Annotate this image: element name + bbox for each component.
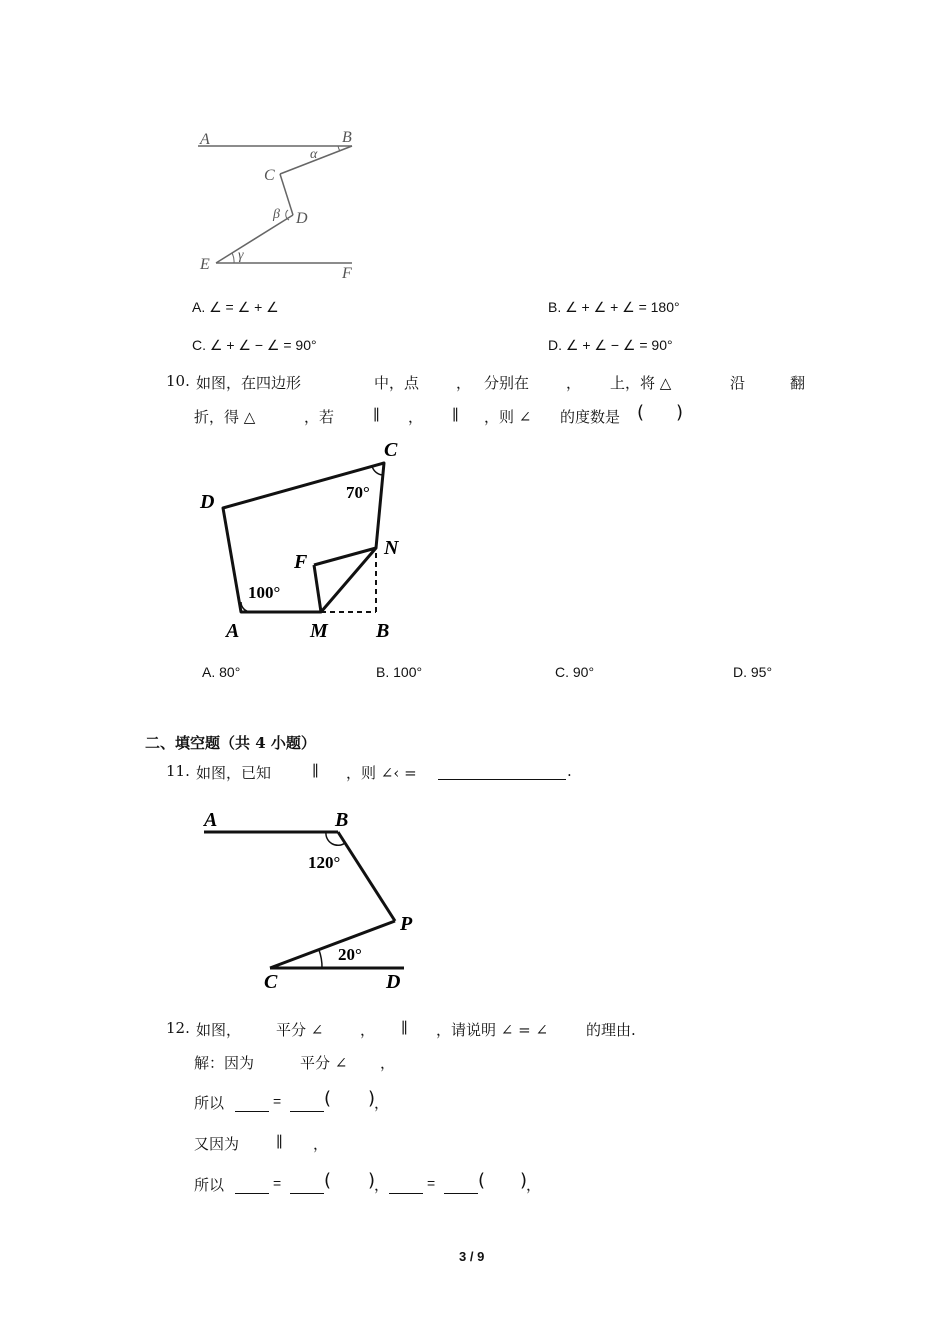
q9-label-f: F <box>342 265 352 282</box>
q10-label-c: C <box>384 439 398 461</box>
q9-option-c[interactable]: C. ∠ + ∠ − ∠ = 90° <box>192 337 317 353</box>
q9-option-b[interactable]: B. ∠ + ∠ + ∠ = 180° <box>548 299 680 315</box>
q12-blank-6[interactable] <box>444 1177 478 1194</box>
q12-comma: ， <box>374 1176 390 1194</box>
q12-comma: ， <box>526 1176 542 1194</box>
q10-text: ， <box>456 374 472 392</box>
q12-number: 12. <box>166 1019 190 1037</box>
q11-angle-b-value: 120° <box>308 853 341 872</box>
q12-text: ， <box>380 1054 396 1072</box>
q12-reason-paren-open[interactable]: ( <box>324 1170 332 1191</box>
q12-blank-2[interactable] <box>290 1095 324 1112</box>
q11-figure <box>198 806 428 996</box>
q11-text: 如图，已知 <box>196 764 272 782</box>
q12-comma: ， <box>374 1094 390 1112</box>
q12-text: 平分 ∠ <box>276 1021 324 1039</box>
q10-text: 中，点 <box>374 374 420 392</box>
q11-parallel: ∥ <box>312 762 319 780</box>
q10-parallel: ∥ <box>452 406 459 424</box>
q9-option-a[interactable]: A. ∠ = ∠ + ∠ <box>192 299 279 315</box>
q12-solution-label: 解：因为 <box>194 1054 255 1072</box>
q10-label-d: D <box>200 491 215 513</box>
q9-angle-gamma: γ <box>238 248 244 263</box>
q9-option-d[interactable]: D. ∠ + ∠ − ∠ = 90° <box>548 337 673 353</box>
q11-text: ，则 ∠‹ = <box>346 764 417 782</box>
q10-option-c[interactable]: C. 90° <box>555 664 595 680</box>
q10-label-n: N <box>384 537 399 559</box>
q12-text: ， <box>313 1135 329 1153</box>
q12-reason-paren-close[interactable]: ) <box>368 1088 376 1109</box>
q12-text: 又因为 <box>194 1135 240 1153</box>
q10-option-b[interactable]: B. 100° <box>376 664 423 680</box>
q10-label-f: F <box>294 551 308 573</box>
q12-reason-paren-open[interactable]: ( <box>324 1088 332 1109</box>
q10-text: 翻 <box>790 374 806 392</box>
q10-text: 如图，在四边形 <box>196 374 302 392</box>
q12-blank-3[interactable] <box>235 1177 269 1194</box>
q9-segment-de <box>216 215 293 263</box>
q9-figure <box>190 122 370 287</box>
q10-number: 10. <box>166 372 190 390</box>
q12-text: 如图， <box>196 1021 242 1039</box>
q10-label-b: B <box>376 620 390 642</box>
q10-angle-a-value: 100° <box>248 583 281 602</box>
q12-reason-paren-close[interactable]: ) <box>368 1170 376 1191</box>
q10-fold-line-mn <box>321 548 376 612</box>
q10-answer-paren-open[interactable]: ( <box>637 402 645 423</box>
q12-reason-paren-open[interactable]: ( <box>478 1170 486 1191</box>
q11-label-a: A <box>204 809 218 831</box>
q10-text: 的度数是 <box>560 408 621 426</box>
q10-parallel: ∥ <box>373 406 380 424</box>
q11-angle-c-value: 20° <box>338 945 362 964</box>
q9-label-c: C <box>264 167 275 184</box>
q12-parallel: ∥ <box>276 1133 283 1151</box>
q10-angle-c-value: 70° <box>346 483 370 502</box>
q12-text: 平分 ∠ <box>300 1054 348 1072</box>
q11-answer-blank[interactable] <box>438 763 566 780</box>
q12-blank-4[interactable] <box>290 1177 324 1194</box>
q11-segment-bp <box>338 832 395 921</box>
q9-angle-arc-gamma <box>232 253 234 263</box>
q10-text: ，若 <box>304 408 335 426</box>
q10-text: ，则 ∠ <box>484 408 532 426</box>
q10-text: 分别在 <box>484 374 530 392</box>
q12-parallel: ∥ <box>401 1019 408 1037</box>
q11-period: . <box>567 762 572 780</box>
q11-label-p: P <box>400 913 413 935</box>
q10-option-a[interactable]: A. 80° <box>202 664 241 680</box>
q12-equals: = <box>273 1093 282 1109</box>
q9-angle-alpha: α <box>310 147 318 162</box>
q10-text: 沿 <box>730 374 746 392</box>
q10-option-d[interactable]: D. 95° <box>733 664 773 680</box>
q10-text: 上，将 △ <box>610 374 672 392</box>
q10-fold-triangle-fn <box>314 548 376 565</box>
q12-reason-paren-close[interactable]: ) <box>520 1170 528 1191</box>
q9-label-a: A <box>200 131 210 148</box>
q12-text: ，请说明 ∠ = ∠ <box>436 1021 549 1039</box>
q10-text: 折，得 △ <box>194 408 256 426</box>
q11-segment-pc <box>270 921 395 968</box>
q12-equals: = <box>427 1175 436 1191</box>
q11-label-d: D <box>386 971 401 993</box>
q10-answer-paren-close[interactable]: ) <box>676 402 684 423</box>
q11-number: 11. <box>166 762 190 780</box>
q10-figure <box>190 436 420 646</box>
q12-text: ， <box>360 1021 376 1039</box>
q11-label-b: B <box>335 809 349 831</box>
section-title: 二、填空题（共 4 小题） <box>145 734 316 752</box>
q12-text: 所以 <box>194 1176 225 1194</box>
page-number: 3 / 9 <box>459 1249 485 1264</box>
q12-blank-5[interactable] <box>389 1177 423 1194</box>
q9-segment-cd <box>280 174 293 215</box>
q9-label-b: B <box>342 129 352 146</box>
q9-angle-beta: β <box>273 207 280 222</box>
q11-angle-arc-c <box>319 950 322 968</box>
q10-fold-triangle-fm <box>314 565 321 612</box>
q12-equals: = <box>273 1175 282 1191</box>
q10-text: ， <box>566 374 582 392</box>
q12-text: 的理由. <box>586 1021 636 1039</box>
q10-label-m: M <box>310 620 328 642</box>
q9-label-e: E <box>200 256 210 273</box>
q11-label-c: C <box>264 971 278 993</box>
q9-label-d: D <box>296 210 308 227</box>
q12-blank-1[interactable] <box>235 1095 269 1112</box>
q10-label-a: A <box>226 620 240 642</box>
q12-text: 所以 <box>194 1094 225 1112</box>
q10-text: ， <box>408 408 424 426</box>
